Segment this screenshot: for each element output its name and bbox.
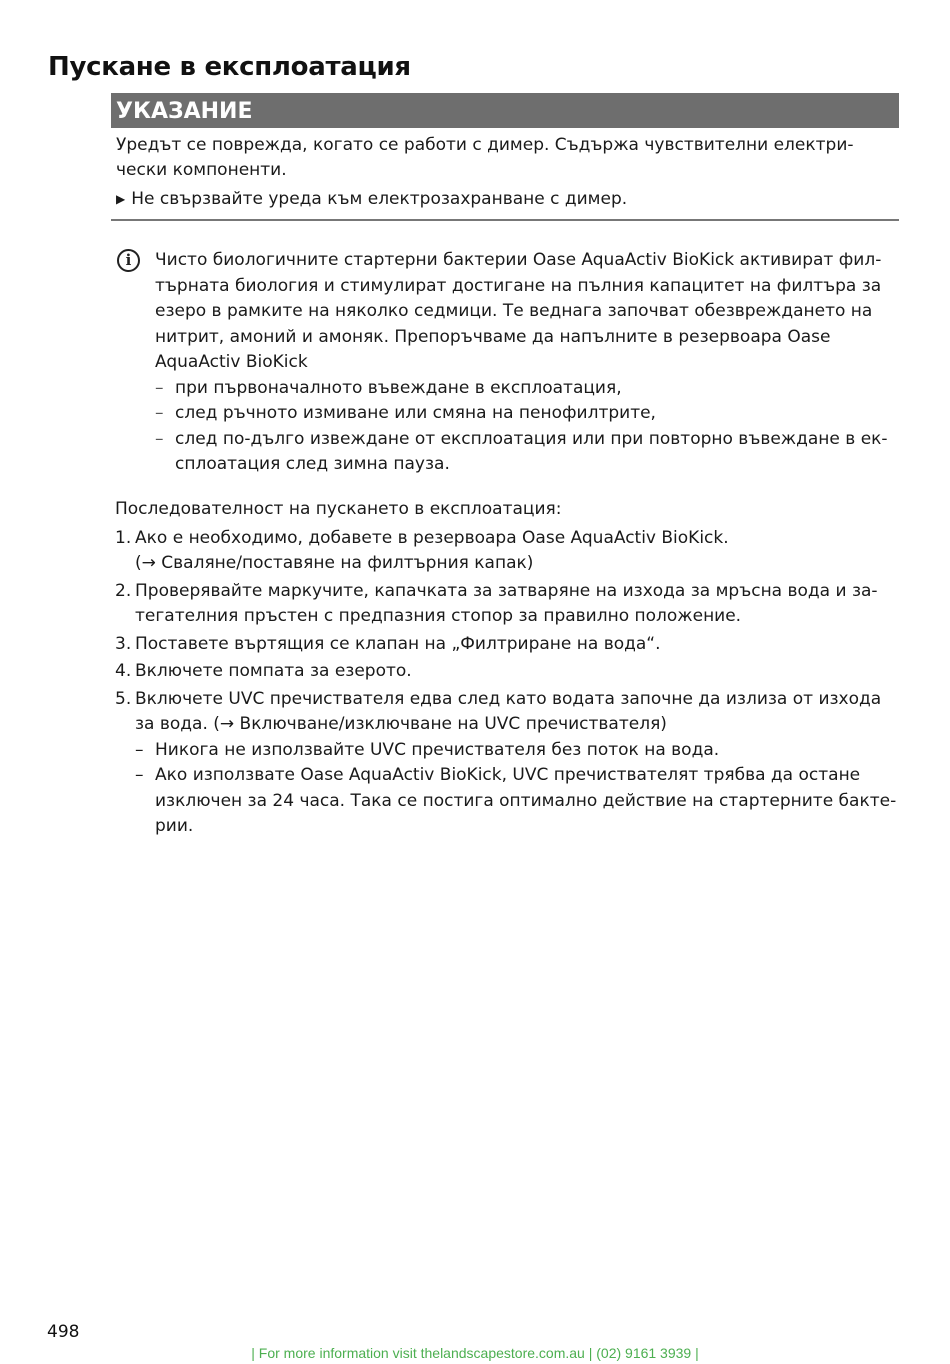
dash-marker: – bbox=[135, 739, 144, 760]
page-number: 498 bbox=[47, 1322, 80, 1342]
info-bullet-list bbox=[155, 376, 899, 478]
step-sub-list bbox=[135, 738, 899, 840]
list-item-line: след по-дълго извеждане от експлоатация или при повторно въвеждане в ек- bbox=[175, 428, 888, 449]
step-number: 5. bbox=[115, 688, 132, 709]
step-item bbox=[115, 632, 899, 658]
info-block bbox=[115, 248, 899, 478]
sub-item-line: изключен за 24 часа. Така се постига оптимално действие на стартерните бакте- bbox=[155, 790, 897, 811]
list-item-line: сплоатация след зимна пауза. bbox=[175, 454, 450, 474]
list-item-line: след ръчното измиване или смяна на пенофилтрите, bbox=[175, 403, 656, 423]
list-item bbox=[155, 401, 899, 427]
notice-box bbox=[111, 93, 899, 221]
step-line: (→ Сваляне/поставяне на филтърния капак) bbox=[135, 553, 534, 573]
step-number: 4. bbox=[115, 661, 132, 681]
notice-header: УКАЗАНИЕ bbox=[111, 93, 899, 128]
info-line: езеро в рамките на няколко седмици. Те веднага започват обезвреждането на bbox=[155, 301, 873, 321]
dash-marker: – bbox=[155, 428, 164, 449]
info-paragraph bbox=[155, 248, 899, 376]
list-item bbox=[155, 376, 899, 402]
footer-text: | For more information visit thelandscapestore.com.au | (02) 9161 3939 | bbox=[251, 1345, 699, 1361]
sequence-intro: Последователност на пускането в експлоатация: bbox=[115, 499, 562, 519]
dash-marker: – bbox=[155, 377, 164, 398]
info-line: търната биология и стимулират достигане на пълния капацитет на филтъра за bbox=[155, 275, 882, 296]
step-number: 3. bbox=[115, 633, 132, 654]
notice-action bbox=[116, 187, 894, 212]
notice-divider bbox=[111, 219, 899, 221]
notice-text-line: Уредът се поврежда, когато се работи с димер. Съдържа чувствителни електри- bbox=[116, 135, 854, 155]
sub-item-line: Никога не използвайте UVC пречиствателя без поток на вода. bbox=[155, 739, 720, 760]
sub-item-line: Ако използвате Oase AquaActiv BioKick, UVC пречиствателят трябва да остане bbox=[155, 765, 861, 785]
list-item bbox=[155, 427, 899, 478]
notice-action-text: Не свързвайте уреда към електрозахранване с димер. bbox=[131, 189, 628, 209]
step-number: 2. bbox=[115, 580, 132, 601]
step-item bbox=[115, 687, 899, 840]
sub-item-line: рии. bbox=[155, 816, 194, 836]
sub-item bbox=[135, 763, 899, 840]
list-item-line: при първоначалното въвеждане в експлоатация, bbox=[175, 377, 622, 398]
notice-text bbox=[116, 133, 894, 183]
dash-marker: – bbox=[135, 765, 144, 785]
page-title: Пускане в експлоатация bbox=[48, 52, 411, 82]
step-line: тегателния пръстен с предпазния стопор за правилно положение. bbox=[135, 606, 742, 626]
info-icon: i bbox=[117, 249, 140, 272]
notice-body bbox=[111, 128, 899, 212]
step-item bbox=[115, 659, 899, 685]
info-line: Чисто биологичните стартерни бактерии Oase AquaActiv BioKick активират фил- bbox=[155, 250, 882, 270]
info-text bbox=[155, 248, 899, 478]
step-line: Включете UVC пречиствателя едва след като водата започне да излиза от изхода bbox=[135, 688, 882, 709]
sequence-block bbox=[115, 497, 899, 842]
step-line: Проверявайте маркучите, капачката за затваряне на изхода за мръсна вода и за- bbox=[135, 580, 878, 601]
notice-text-line: чески компоненти. bbox=[116, 160, 287, 180]
sub-item bbox=[135, 738, 899, 764]
step-number: 1. bbox=[115, 527, 132, 548]
step-line: за вода. (→ Включване/изключване на UVC пречиствателя) bbox=[135, 714, 667, 734]
info-line: AquaActiv BioKick bbox=[155, 352, 308, 372]
info-line: нитрит, амоний и амоняк. Препоръчваме да напълните в резервоара Oase bbox=[155, 326, 831, 347]
step-line: Поставете въртящия се клапан на „Филтриране на вода“. bbox=[135, 633, 661, 654]
step-line: Включете помпата за езерото. bbox=[135, 661, 412, 681]
step-item bbox=[115, 579, 899, 630]
steps-list bbox=[115, 526, 899, 840]
step-item bbox=[115, 526, 899, 577]
dash-marker: – bbox=[155, 403, 164, 423]
triangle-right-icon: ▶ bbox=[116, 192, 126, 206]
step-line: Ако е необходимо, добавете в резервоара Oase AquaActiv BioKick. bbox=[135, 527, 729, 548]
